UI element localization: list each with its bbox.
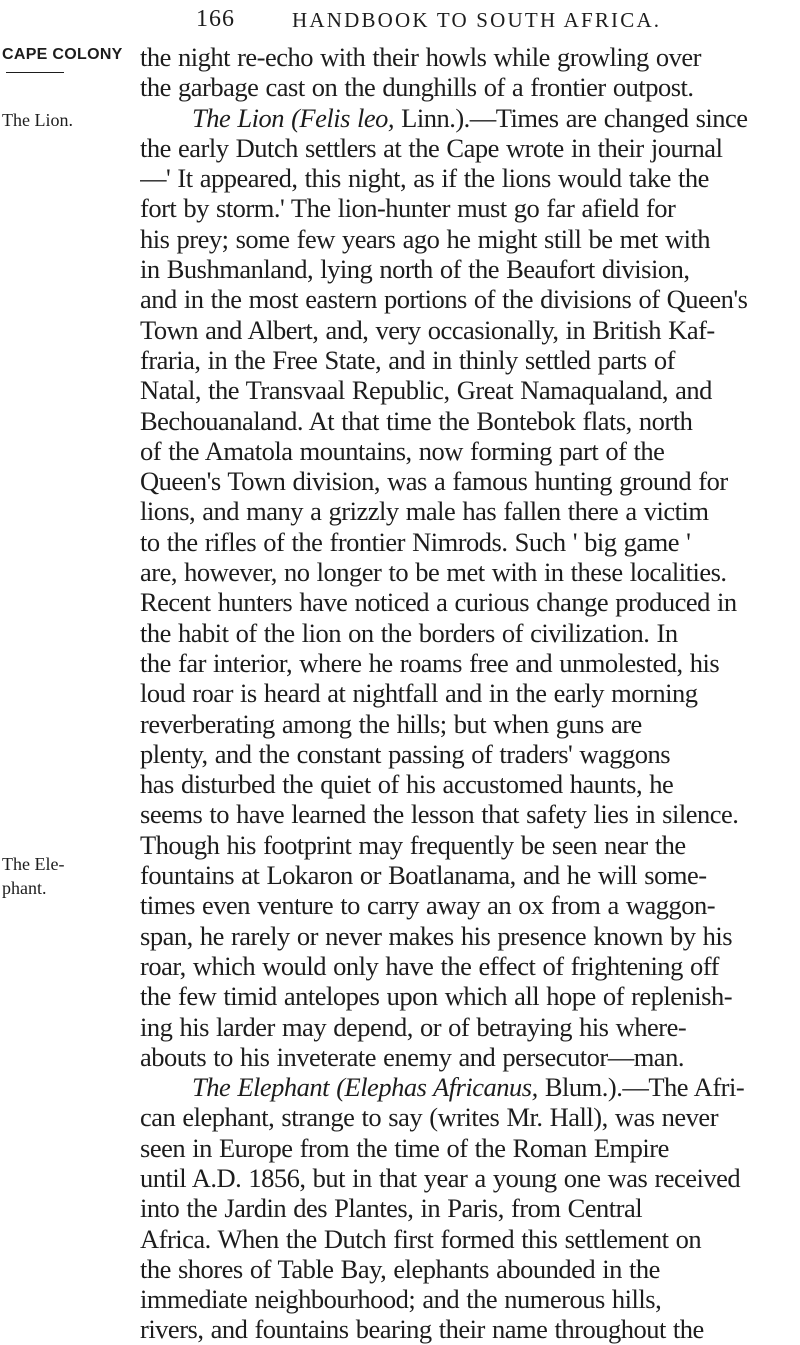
text-line: are, however, no longer to be met with in these localities.: [140, 557, 727, 588]
text-line: span, he rarely or never makes his presence known by his: [140, 920, 733, 951]
text-line: the night re-echo with their howls while growling over: [140, 42, 701, 72]
text-line: Africa. When the Dutch first formed this settlement on: [140, 1223, 702, 1254]
text-line: the garbage cast on the dunghills of a frontier outpost.: [140, 72, 694, 103]
elephant-intro-rest: Blum.).—The Afri-: [544, 1072, 745, 1103]
body-text: [140, 42, 795, 1345]
text-line: Natal, the Transvaal Republic, Great Namaqualand, and: [140, 375, 712, 406]
text-line: loud roar is heard at nightfall and in the early morning: [140, 678, 698, 709]
text-line: the shores of Table Bay, elephants abounded in the: [140, 1253, 660, 1284]
elephant-heading: The Elephant: [192, 1072, 330, 1103]
elephant-binomial: (Elephas Africanus,: [336, 1072, 538, 1103]
text-line: until A.D. 1856, but in that year a young one was received: [140, 1162, 741, 1193]
text-line: to the rifles of the frontier Nimrods. Such ' big game ': [140, 526, 691, 557]
book-title: HANDBOOK TO SOUTH AFRICA.: [292, 8, 662, 32]
text-line: seems to have learned the lesson that safety lies in silence.: [140, 799, 739, 830]
lion-paragraph-start: [140, 103, 795, 133]
text-line: ing his larder may depend, or of betraying his where-: [140, 1011, 687, 1042]
text-line: and in the most eastern portions of the divisions of Queen's: [140, 284, 748, 315]
text-line: Recent hunters have noticed a curious change produced in: [140, 587, 737, 618]
lion-intro-rest: Linn.).—Times are changed since: [401, 102, 748, 133]
text-line: of the Amatola mountains, now forming part of the: [140, 435, 665, 466]
text-line: Bechouanaland. At that time the Bontebok flats, north: [140, 405, 693, 436]
section-label: CAPE COLONY: [2, 46, 123, 63]
text-line: Town and Albert, and, very occasionally, in British Kaf-: [140, 314, 715, 345]
text-line: roar, which would only have the effect of frightening off: [140, 950, 719, 981]
side-note-elephant-line-2: phant.: [2, 878, 47, 898]
side-note-lion: The Lion.: [2, 110, 73, 130]
elephant-paragraph-start: [140, 1072, 795, 1102]
text-line: Queen's Town division, was a famous hunting ground for: [140, 466, 728, 497]
lion-heading: The Lion: [192, 102, 284, 133]
text-line: has disturbed the quiet of his accustomed haunts, he: [140, 769, 674, 800]
page-number: 166: [196, 6, 235, 32]
text-line: lions, and many a grizzly male has fallen there a victim: [140, 496, 709, 527]
side-note-elephant-line-1: The Ele-: [2, 854, 65, 874]
text-line: immediate neighbourhood; and the numerous hills,: [140, 1284, 662, 1315]
side-note-elephant: [2, 852, 74, 900]
text-line: abouts to his inveterate enemy and persecutor—man.: [140, 1041, 684, 1072]
text-line: the early Dutch settlers at the Cape wrote in their journal: [140, 132, 723, 163]
text-line: into the Jardin des Plantes, in Paris, from Central: [140, 1193, 643, 1224]
text-line: can elephant, strange to say (writes Mr. Hall), was never: [140, 1102, 719, 1133]
text-line: fort by storm.' The lion-hunter must go far afield for: [140, 193, 676, 224]
section-rule: [6, 72, 64, 73]
text-line: the habit of the lion on the borders of civilization. In: [140, 617, 678, 648]
lion-binomial: (Felis leo,: [291, 102, 395, 133]
text-line: fountains at Lokaron or Boatlanama, and he will some-: [140, 860, 707, 891]
text-line: plenty, and the constant passing of traders' waggons: [140, 738, 671, 769]
text-line: Though his footprint may frequently be seen near the: [140, 829, 686, 860]
text-line: fraria, in the Free State, and in thinly settled parts of: [140, 344, 675, 375]
text-line: seen in Europe from the time of the Roman Empire: [140, 1132, 669, 1163]
text-line: rivers, and fountains bearing their name throughout the: [140, 1314, 704, 1345]
text-line: —' It appeared, this night, as if the lions would take the: [140, 163, 709, 194]
margin-column: [0, 0, 140, 1215]
text-line: the few timid antelopes upon which all hope of replenish-: [140, 981, 733, 1012]
text-line: times even venture to carry away an ox from a waggon-: [140, 890, 716, 921]
text-line: the far interior, where he roams free and unmolested, his: [140, 647, 720, 678]
text-line: reverberating among the hills; but when guns are: [140, 708, 642, 739]
text-line: his prey; some few years ago he might still be met with: [140, 223, 711, 254]
text-line: in Bushmanland, lying north of the Beaufort division,: [140, 254, 690, 285]
